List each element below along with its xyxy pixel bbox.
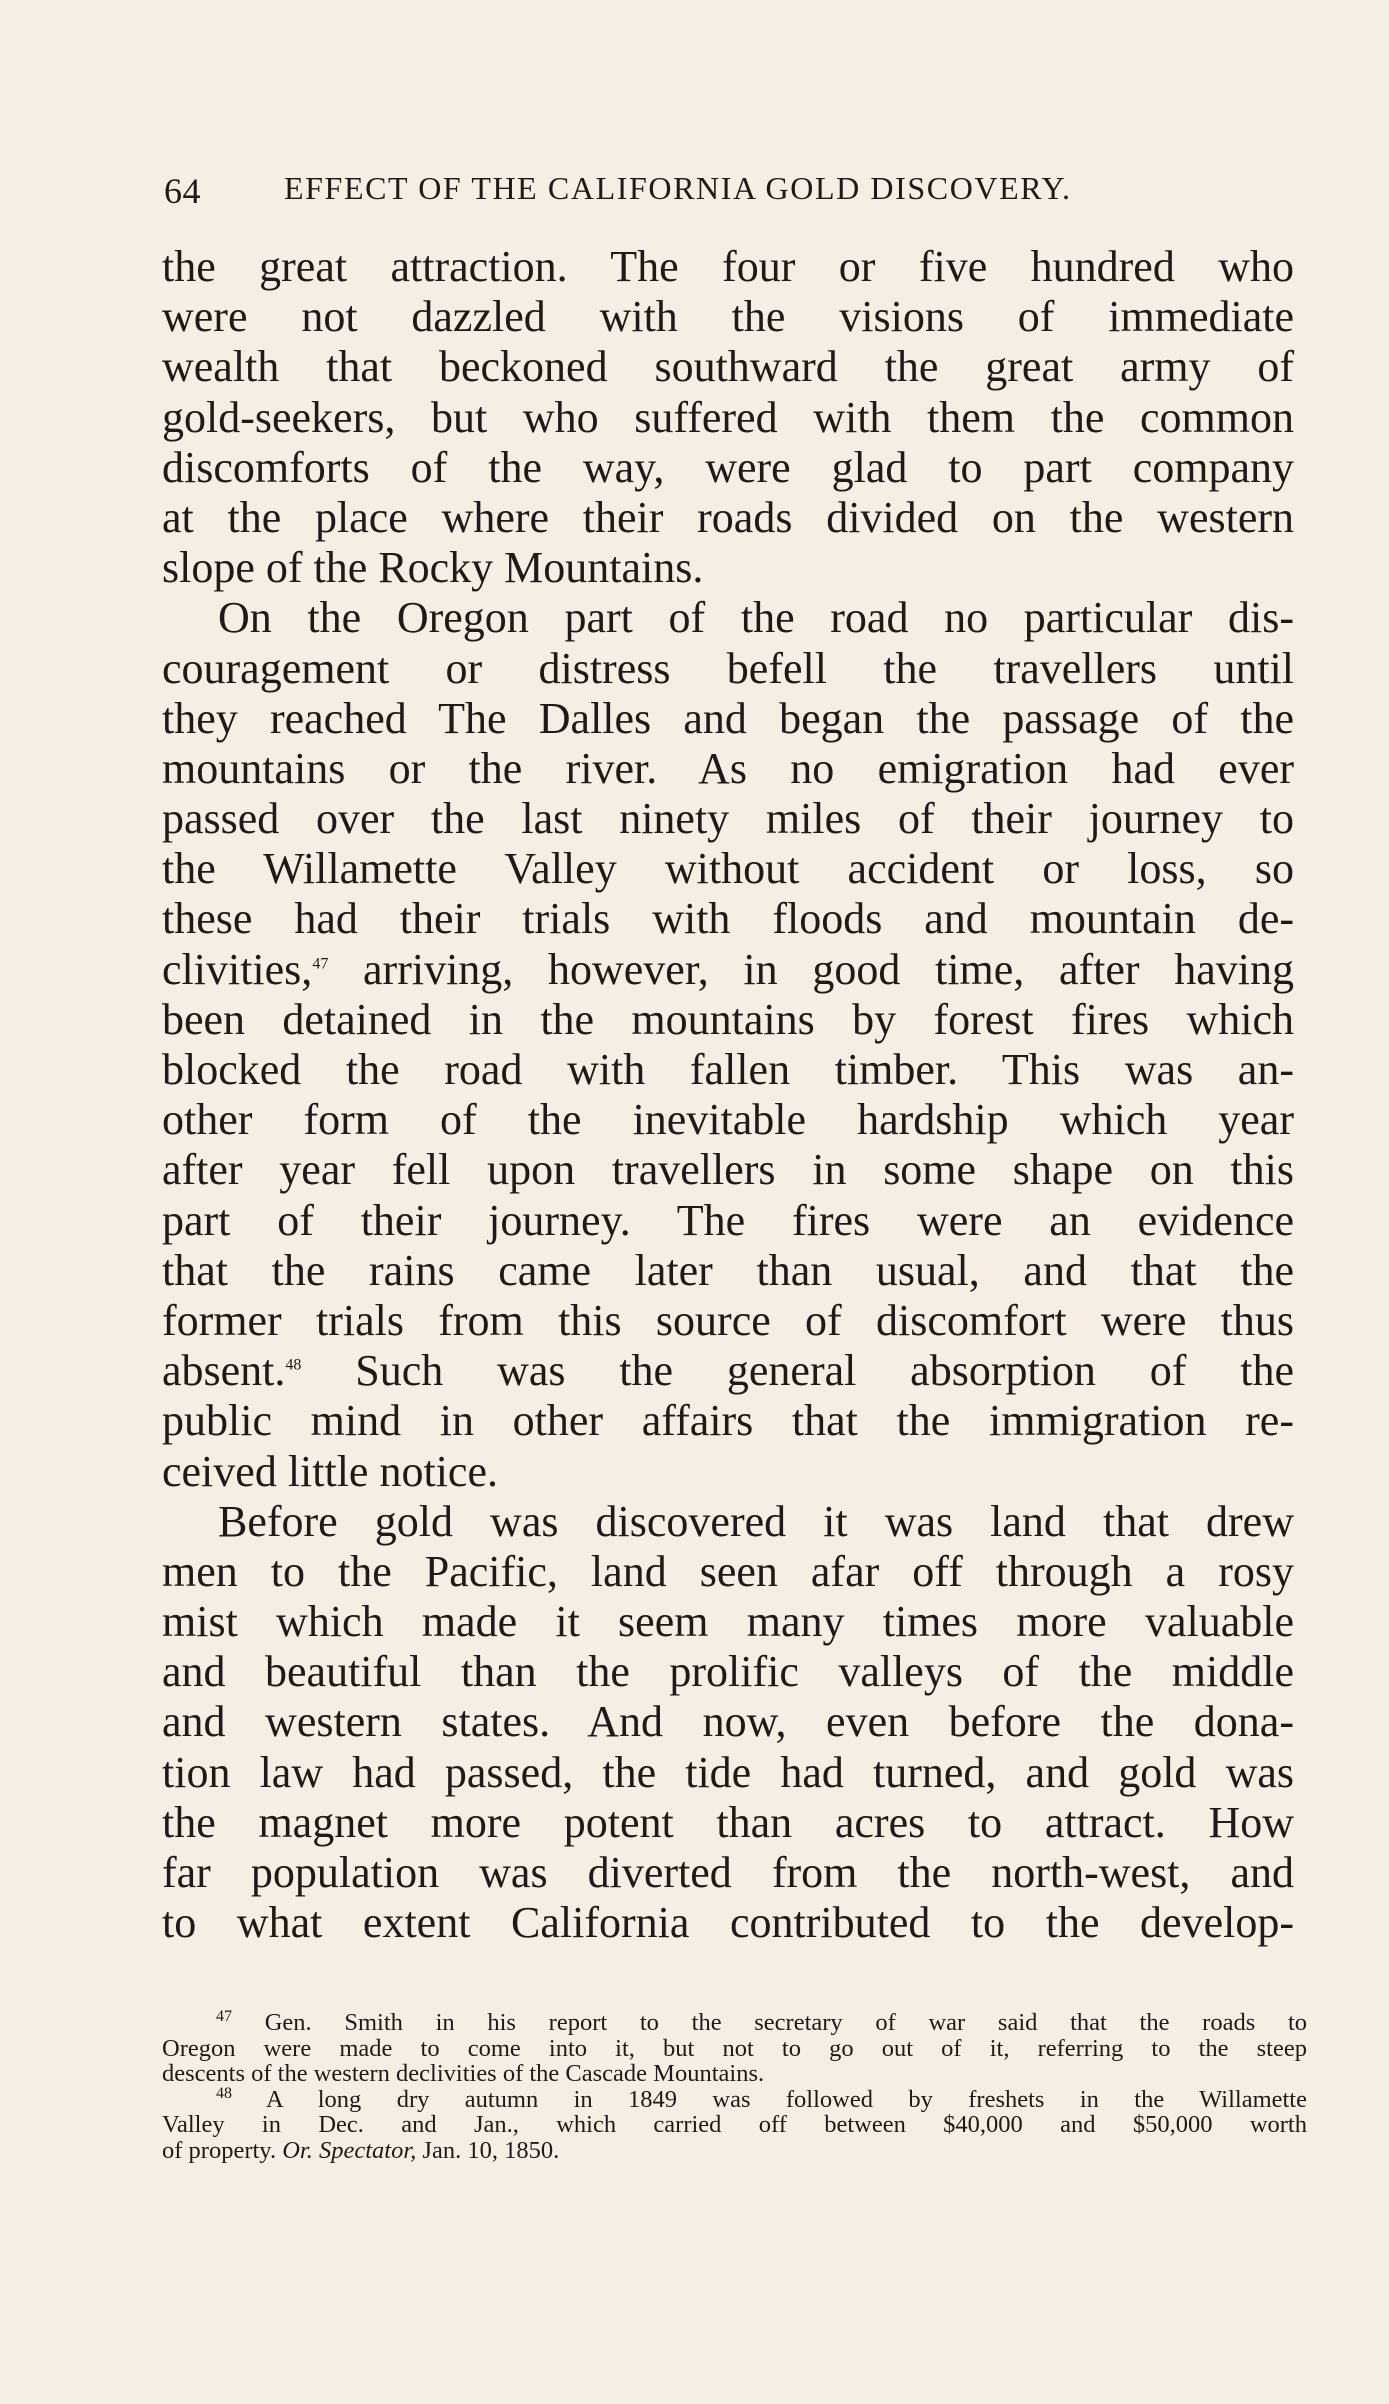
running-head: [164, 170, 1224, 220]
body-line-with-footnote-ref: [162, 945, 1294, 995]
body-line: slope of the Rocky Mountains.: [162, 543, 704, 593]
body-line: part of their journey. The fires were an evidence: [162, 1195, 1294, 1245]
footnote-line: Oregon were made to come into it, but not to go out of it, referring to the steep: [162, 2034, 1307, 2062]
body-line: former trials from this source of discomfort were thus: [162, 1295, 1294, 1345]
body-line: were not dazzled with the visions of immediate: [162, 292, 1294, 342]
body-line: ceived little notice.: [162, 1446, 498, 1496]
text-run: clivities,: [162, 944, 313, 994]
footnote-marker-47: 47: [216, 2007, 232, 2025]
footnote-line: [162, 2138, 1307, 2164]
body-line: that the rains came later than usual, and that the: [162, 1245, 1294, 1295]
body-line: tion law had passed, the tide had turned, and gold was: [162, 1747, 1294, 1797]
body-line: couragement or distress befell the travellers until: [162, 643, 1294, 693]
body-line-with-footnote-ref: [162, 1346, 1294, 1396]
body-line: mountains or the river. As no emigration had ever: [162, 743, 1294, 793]
body-line: other form of the inevitable hardship which year: [162, 1095, 1294, 1145]
body-line: these had their trials with floods and mountain de-: [162, 894, 1294, 944]
body-line: On the Oregon part of the road no particular dis-: [218, 593, 1294, 643]
body-line: after year fell upon travellers in some shape on this: [162, 1145, 1294, 1195]
footnote-text: of property.: [162, 2136, 283, 2164]
footnote-text: A long dry autumn in 1849 was followed by freshets in the Willamette: [266, 2085, 1307, 2113]
body-line: to what extent California contributed to the develop-: [162, 1898, 1294, 1948]
body-line: passed over the last ninety miles of their journey to: [162, 794, 1294, 844]
footnote-text: Jan. 10, 1850.: [416, 2136, 560, 2164]
body-line: and beautiful than the prolific valleys of the middle: [162, 1647, 1294, 1697]
footnote-48: [162, 2084, 1307, 2113]
footnotes: [162, 2007, 1308, 2164]
text-run: absent.: [162, 1346, 286, 1396]
footnote-ref-48: 48: [285, 1356, 302, 1374]
body-line: gold-seekers, but who suffered with them the common: [162, 392, 1294, 442]
footnote-47: [162, 2007, 1308, 2036]
page-number: 64: [164, 171, 201, 211]
body-line: the magnet more potent than acres to attract. How: [162, 1797, 1294, 1847]
text-run: Such was the general absorption of the: [301, 1346, 1294, 1396]
body-line: far population was diverted from the north-west, and: [162, 1848, 1294, 1897]
body-text: [162, 242, 1294, 1948]
running-title: EFFECT OF THE CALIFORNIA GOLD DISCOVERY.: [284, 170, 1072, 206]
body-line: discomforts of the way, were glad to part company: [162, 442, 1294, 492]
body-line: men to the Pacific, land seen afar off through a rosy: [162, 1546, 1294, 1596]
footnote-line: Valley in Dec. and Jan., which carried off between $40,000 and $50,000 worth: [162, 2111, 1307, 2139]
body-line: Before gold was discovered it was land that drew: [218, 1496, 1294, 1546]
body-line: they reached The Dalles and began the passage of the: [162, 693, 1294, 743]
body-line: mist which made it seem many times more valuable: [162, 1597, 1294, 1647]
footnote-line: descents of the western declivities of the Cascade Mountains.: [162, 2060, 765, 2088]
body-line: and western states. And now, even before the dona-: [162, 1697, 1294, 1747]
text-run: arriving, however, in good time, after having: [328, 944, 1294, 994]
body-line: at the place where their roads divided on the western: [162, 492, 1294, 542]
footnote-source-title: Or. Spectator,: [282, 2136, 417, 2164]
footnote-text: Gen. Smith in his report to the secretary of war said that the roads to: [264, 2009, 1308, 2036]
body-line: the Willamette Valley without accident or loss, so: [162, 844, 1294, 894]
body-line: public mind in other affairs that the immigration re-: [162, 1396, 1294, 1446]
body-line: the great attraction. The four or five hundred who: [162, 242, 1294, 291]
body-line: blocked the road with fallen timber. This was an-: [162, 1045, 1294, 1094]
body-line: wealth that beckoned southward the great army of: [162, 342, 1294, 392]
footnote-ref-47: 47: [312, 954, 329, 972]
footnote-marker-48: 48: [216, 2084, 232, 2102]
body-line: been detained in the mountains by forest fires which: [162, 994, 1294, 1044]
